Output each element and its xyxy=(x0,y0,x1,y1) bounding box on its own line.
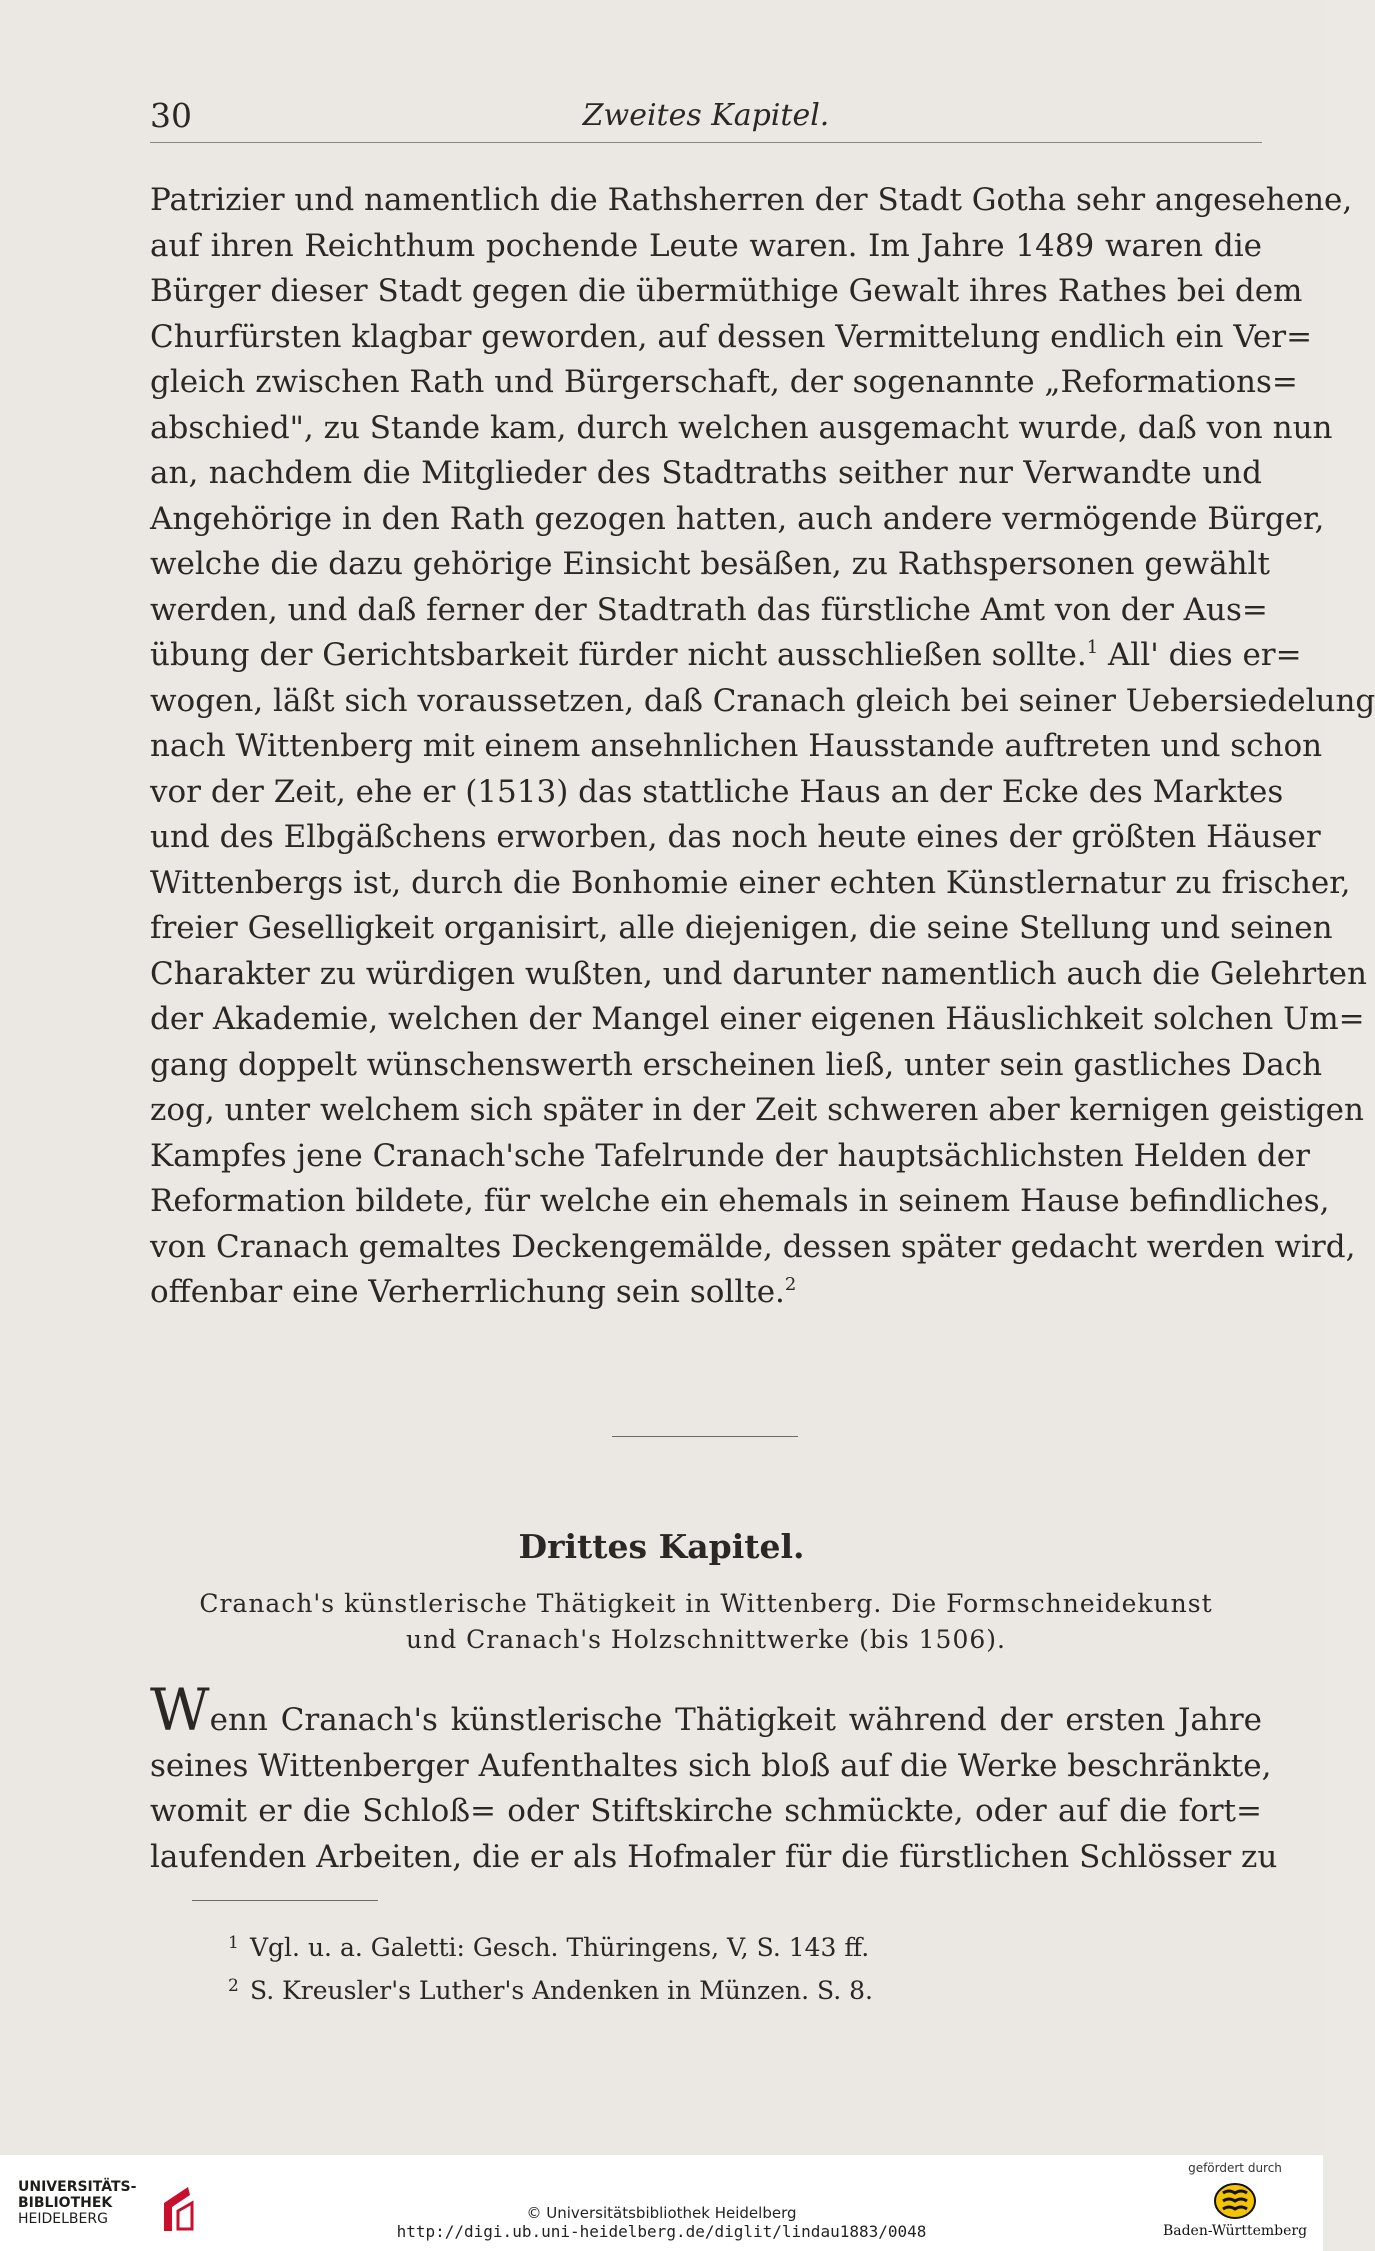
drop-initial: W xyxy=(150,1676,210,1744)
text-line: Wittenbergs ist, durch die Bonhomie einer echten Künstlernatur zu frischer, xyxy=(150,864,1351,901)
text-line: Churfürsten klagbar geworden, auf dessen Vermittelung endlich ein Ver= xyxy=(150,318,1313,355)
permalink-url[interactable]: http://digi.ub.uni-heidelberg.de/diglit/lindau1883/0048 xyxy=(396,2222,927,2241)
sponsor-label: gefördert durch xyxy=(1188,2161,1282,2175)
text-line: werden, und daß ferner der Stadtrath das fürstliche Amt von der Aus= xyxy=(150,591,1268,628)
footnote-2 xyxy=(228,1967,1228,2010)
text-line-with-footnote xyxy=(150,633,1302,679)
footnote-mark: 1 xyxy=(228,1933,239,1953)
text-segment: enn Cranach's künstlerische Thätigkeit während der ersten Jahre xyxy=(209,1702,1262,1738)
text-line: Charakter zu würdigen wußten, und darunter namentlich auch die Gelehrten xyxy=(150,955,1367,992)
footer-bar xyxy=(0,2155,1323,2251)
text-segment: offenbar eine Verherrlichung sein sollte. xyxy=(150,1274,785,1310)
text-line: freier Geselligkeit organisirt, alle diejenigen, die seine Stellung und seinen xyxy=(150,910,1333,946)
text-line: gleich zwischen Rath und Bürgerschaft, der sogenannte „Reformations= xyxy=(150,364,1298,400)
text-line: laufenden Arbeiten, die er als Hofmaler für die fürstlichen Schlösser zu xyxy=(150,1838,1278,1875)
baden-wuerttemberg-crest-icon xyxy=(1211,2181,1259,2221)
chapter-summary xyxy=(150,1586,1262,1658)
chapter-body xyxy=(150,1676,1278,1880)
footnote-ref-2: 2 xyxy=(784,1274,797,1295)
footnote-1 xyxy=(228,1924,1228,1967)
text-line: gang doppelt wünschenswerth erscheinen ließ, unter sein gastliches Dach xyxy=(150,1046,1323,1083)
text-segment: übung der Gerichtsbarkeit fürder nicht ausschließen sollte. xyxy=(150,637,1087,673)
text-line: Reformation bildete, für welche ein ehemals in seinem Hause befindliches, xyxy=(150,1183,1330,1219)
text-line: abschied", zu Stande kam, durch welchen ausgemacht wurde, daß von nun xyxy=(150,409,1333,446)
section-divider xyxy=(612,1436,798,1437)
footnote-mark: 2 xyxy=(228,1976,239,1996)
footnotes xyxy=(228,1924,1228,2010)
library-name: UNIVERSITÄTS- BIBLIOTHEK HEIDELBERG xyxy=(18,2179,137,2227)
text-line: wogen, läßt sich voraussetzen, daß Cranach gleich bei seiner Uebersiedelung xyxy=(150,682,1375,719)
text-line: an, nachdem die Mitglieder des Stadtraths seither nur Verwandte und xyxy=(150,455,1262,491)
footnote-text: S. Kreusler's Luther's Andenken in Münzen. S. 8. xyxy=(250,1976,873,2005)
text-line: der Akademie, welchen der Mangel einer eigenen Häuslichkeit solchen Um= xyxy=(150,1001,1365,1037)
running-title: Zweites Kapitel. xyxy=(582,98,830,133)
copyright-notice: © Universitätsbibliothek Heidelberg xyxy=(526,2204,797,2222)
text-segment: All' dies er= xyxy=(1108,637,1302,673)
text-line: nach Wittenberg mit einem ansehnlichen Hausstande auftreten und schon xyxy=(150,728,1323,764)
sponsor-block xyxy=(1160,2161,1310,2247)
text-line: von Cranach gemaltes Deckengemälde, dessen später gedacht werden wird, xyxy=(150,1228,1356,1265)
chapter-summary-line: Cranach's künstlerische Thätigkeit in Wittenberg. Die Formschneidekunst xyxy=(199,1589,1213,1618)
text-line: vor der Zeit, ehe er (1513) das stattliche Haus an der Ecke des Marktes xyxy=(150,773,1284,810)
sponsor-name: Baden-Württemberg xyxy=(1162,2223,1308,2239)
text-line: Kampfes jene Cranach'sche Tafelrunde der hauptsächlichsten Helden der xyxy=(150,1137,1310,1174)
footnote-text: Vgl. u. a. Galetti: Gesch. Thüringens, V, S. 143 ff. xyxy=(250,1933,870,1962)
text-line: zog, unter welchem sich später in der Zeit schweren aber kernigen geistigen xyxy=(150,1092,1364,1128)
footnote-divider xyxy=(192,1900,378,1901)
running-head xyxy=(150,96,1262,143)
chapter-summary-line: und Cranach's Holzschnittwerke (bis 1506). xyxy=(406,1625,1006,1654)
text-line: seines Wittenberger Aufenthaltes sich bloß auf die Werke beschränkte, xyxy=(150,1747,1272,1784)
body-text xyxy=(150,178,1375,1316)
text-line: welche die dazu gehörige Einsicht besäßen, zu Rathspersonen gewählt xyxy=(150,546,1270,582)
text-line: Patrizier und namentlich die Rathsherren der Stadt Gotha sehr angesehene, xyxy=(150,182,1353,218)
text-line: womit er die Schloß= oder Stiftskirche schmückte, oder auf die fort= xyxy=(150,1793,1262,1829)
footnote-ref-1: 1 xyxy=(1086,637,1099,658)
page-number: 30 xyxy=(150,96,192,135)
text-line: auf ihren Reichthum pochende Leute waren. Im Jahre 1489 waren die xyxy=(150,227,1262,264)
text-line-with-initial xyxy=(150,1676,1262,1744)
text-line: Angehörige in den Rath gezogen hatten, auch andere vermögende Bürger, xyxy=(150,500,1325,537)
chapter-title: Drittes Kapitel. xyxy=(518,1527,805,1566)
text-line: Bürger dieser Stadt gegen die übermüthige Gewalt ihres Rathes bei dem xyxy=(150,273,1303,309)
text-line: und des Elbgäßchens erworben, das noch heute eines der größten Häuser xyxy=(150,819,1321,855)
text-line-last xyxy=(150,1270,1262,1316)
